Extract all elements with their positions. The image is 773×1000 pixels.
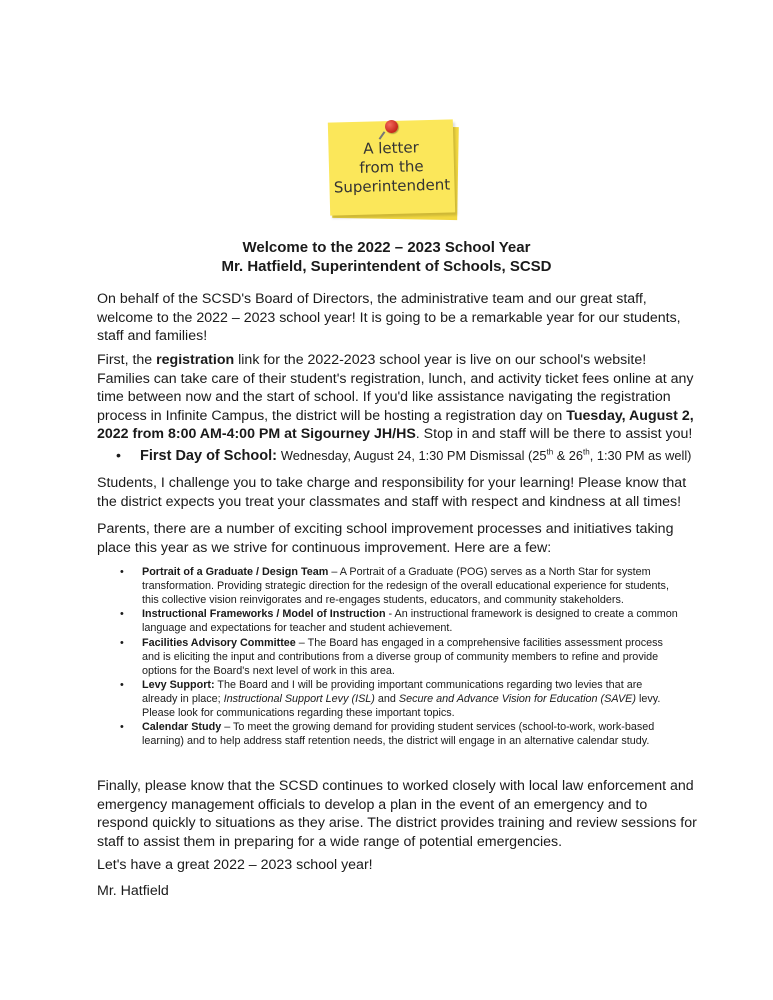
first-day-and: & 26: [553, 448, 584, 463]
sticky-note-line-2: from the: [359, 157, 424, 177]
parents-paragraph: Parents, there are a number of exciting school improvement processes and initiatives taking place this year as we strive for continuous improvement. Here are a few:: [97, 521, 674, 556]
initiative-text: – The Board has engaged in a comprehensive facilities assessment process and is eliciting the input and contributions from a diverse group of community members to refine and provide options for the Board's next level of work in this area.: [142, 636, 663, 677]
students-paragraph: Students, I challenge you to take charge and responsibility for your learning! Please know that the district expects you treat your classmates and staff with respect and kindness at all times!: [97, 475, 687, 510]
initiative-text: – To meet the growing demand for providing student services (school-to-work, work-based learning) and to help address staff retention needs, the district will engage in an alternative calendar study.: [142, 721, 655, 748]
registration-paragraph: [97, 351, 697, 444]
bullet-icon: •: [120, 721, 124, 734]
first-day-label: First Day of School:: [140, 448, 277, 464]
bullet-icon: •: [120, 636, 124, 649]
intro-paragraph: On behalf of the SCSD's Board of Directors, the administrative team and our great staff, welcome to the 2022 – 2023 school year! It is going to be a remarkable year for our students, staff and families!: [97, 291, 681, 344]
sticky-note-line-1: A letter: [362, 138, 420, 158]
initiative-title: Calendar Study: [142, 721, 222, 734]
initiative-title: Levy Support:: [142, 678, 215, 691]
list-item: [120, 678, 680, 720]
bullet-icon: •: [120, 608, 124, 621]
first-day-text: Wednesday, August 24, 1:30 PM Dismissal (25: [280, 448, 547, 463]
registration-date: Tuesday, August 2, 2022 from 8:00 AM-4:00 PM at Sigourney JH/HS: [97, 407, 694, 442]
initiative-title: Instructional Frameworks / Model of Instruction: [142, 608, 386, 621]
list-item: [120, 636, 680, 678]
list-item: [120, 720, 680, 748]
list-item: [120, 607, 680, 635]
letter-subtitle: Mr. Hatfield, Superintendent of Schools, SCSD: [221, 258, 552, 275]
first-day-sup-2: th: [583, 447, 590, 457]
first-day-sup-1: th: [546, 447, 554, 457]
pushpin-icon: [385, 120, 398, 133]
initiative-title: Facilities Advisory Committee: [142, 636, 296, 649]
first-day-end: , 1:30 PM as well): [589, 448, 692, 463]
signoff-text: Let's have a great 2022 – 2023 school year!: [97, 857, 373, 873]
initiative-text: levy. Please look for communications regarding these important topics.: [142, 692, 661, 719]
letter-title: Welcome to the 2022 – 2023 School Year: [242, 239, 531, 256]
initiative-text: – A Portrait of a Graduate (POG) serves as a North Star for system transformation. Providing strategic direction for the redesign of the overall educational experience for students, this collective vision reinvigorates and re-engages students, educators, and community stakeholders.: [142, 566, 669, 606]
bullet-icon: •: [116, 448, 121, 464]
sticky-note-line-3: Superintendent: [333, 175, 451, 197]
registration-post: . Stop in and staff will be there to assist you!: [415, 426, 693, 442]
list-item: [120, 565, 680, 607]
initiative-text: and: [374, 692, 399, 705]
registration-mid: link for the 2022-2023 school year is live on our school's website! Families can take care of their student's registration, lunch, and activity ticket fees online at any time between now and the start of school. If you'd like assistance navigating the registration process in Infinite Campus, the district will be hosting a registration day on: [97, 352, 694, 424]
registration-keyword: registration: [156, 352, 235, 368]
bullet-icon: •: [120, 678, 124, 691]
closing-paragraph: Finally, please know that the SCSD continues to worked closely with local law enforcement and emergency management officials to develop a plan in the event of an emergency and to respond quickly to situations as they arise. The district provides training and review sessions for staff to assist them in preparing for a wide range of potential emergencies.: [97, 778, 697, 850]
initiative-text: - An instructional framework is designed to create a common language and expectations for teacher and student achievement.: [142, 608, 678, 635]
signature: Mr. Hatfield: [97, 883, 169, 899]
sticky-note: [328, 119, 455, 215]
registration-pre: First, the: [97, 352, 157, 368]
sticky-note-text: [328, 137, 454, 197]
levy-name-isl: Instructional Support Levy (ISL): [223, 692, 375, 705]
bullet-icon: •: [120, 566, 124, 578]
initiative-title: Portrait of a Graduate / Design Team: [142, 566, 329, 578]
first-day-bullet: [116, 447, 700, 465]
levy-name-save: Secure and Advance Vision for Education (SAVE): [398, 692, 636, 705]
initiatives-list: [120, 565, 680, 748]
initiative-text: The Board and I will be providing important communications regarding two levies that are already in place;: [142, 678, 643, 705]
